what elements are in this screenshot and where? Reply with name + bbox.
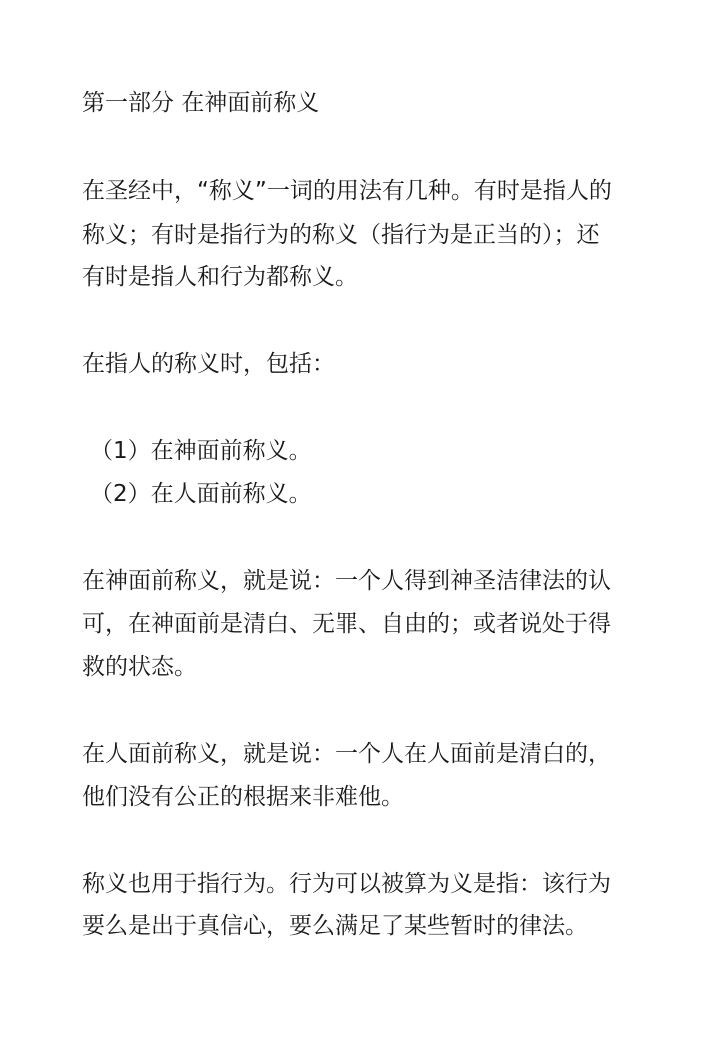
paragraph-line: 他们没有公正的根据来非难他。 [82,784,404,810]
paragraph-line: 在神面前称义，就是说：一个人得到神圣洁律法的认 [82,568,611,594]
list-item: （1）在神面前称义。 [90,438,312,464]
paragraph-line: 要么是出于真信心，要么满足了某些暂时的律法。 [82,913,588,939]
section-heading: 第一部分 在神面前称义 [82,90,320,116]
paragraph-line: 可，在神面前是清白、无罪、自由的；或者说处于得 [82,611,611,637]
paragraph-line: 救的状态。 [82,654,197,680]
list-item: （2）在人面前称义。 [90,481,312,507]
paragraph-line: 在圣经中，“称义”一词的用法有几种。有时是指人的 [82,178,612,204]
paragraph-line: 有时是指人和行为都称义。 [82,264,358,290]
paragraph-line: 在指人的称义时，包括： [82,351,335,377]
paragraph-line: 称义也用于指行为。行为可以被算为义是指：该行为 [82,871,611,897]
paragraph-line: 称义；有时是指行为的称义（指行为是正当的）；还 [82,222,600,248]
paragraph-line: 在人面前称义，就是说：一个人在人面前是清白的， [82,741,611,767]
